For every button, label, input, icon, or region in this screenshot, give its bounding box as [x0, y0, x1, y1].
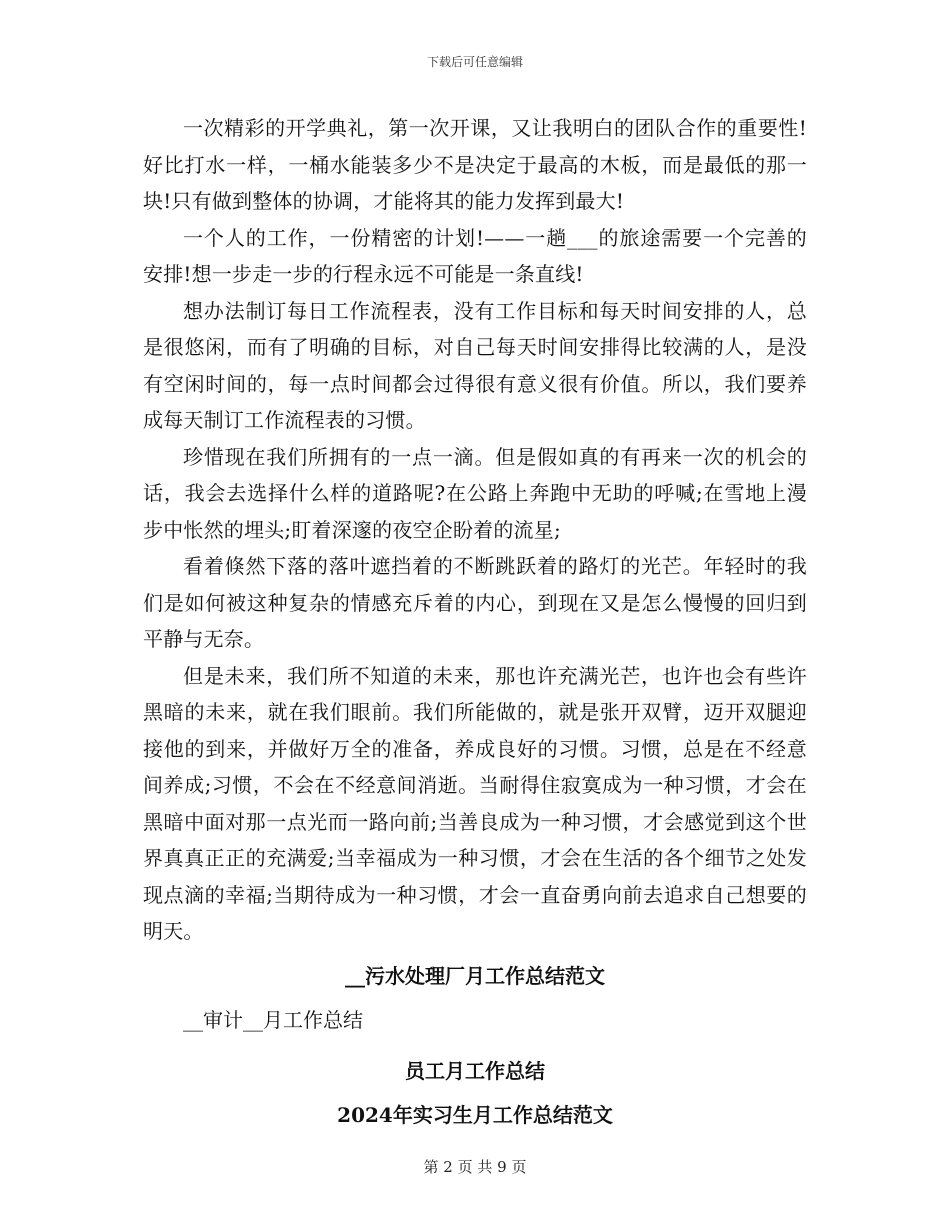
header-note: 下载后可任意编辑 — [426, 55, 523, 69]
document-body — [143, 110, 807, 1134]
section-title-sewage: __污水处理厂月工作总结范文 — [345, 963, 605, 988]
paragraph-2: 一个人的工作，一份精密的计划!——一趟___的旅途需要一个完善的安排!想一步走一步的行程永远不可能是一条直线! — [143, 225, 807, 286]
paragraph-5: 看着倏然下落的落叶遮挡着的不断跳跃着的路灯的光芒。年轻时的我们是如何被这种复杂的情感充斥着的内心，到现在又是怎么慢慢的回归到平静与无奈。 — [143, 554, 807, 651]
paragraph-6: 但是未来，我们所不知道的未来，那也许充满光芒，也许也会有些许黑暗的未来，就在我们眼前。我们所能做的，就是张开双臂，迈开双腿迎接他的到来，并做好万全的准备，养成良好的习惯。习惯，总是在不经意间养成;习惯，不会在不经意间消逝。当耐得住寂寞成为一种习惯，才会在黑暗中面对那一点光而一路向前;当善良成为一种习惯，才会感觉到这个世界真真正正的充满爱;当幸福成为一种习惯，才会在生活的各个细节之处发现点滴的幸福;当期待成为一种习惯，才会一直奋勇向前去追求自己想要的明天。 — [143, 663, 807, 943]
paragraph-4: 珍惜现在我们所拥有的一点一滴。但是假如真的有再来一次的机会的话，我会去选择什么样的道路呢?在公路上奔跑中无助的呼喊;在雪地上漫步中怅然的埋头;盯着深邃的夜空企盼着的流星; — [143, 444, 807, 542]
paragraph-3: 想办法制订每日工作流程表，没有工作目标和每天时间安排的人，总是很悠闲，而有了明确的目标，对自己每天时间安排得比较满的人，是没有空闲时间的，每一点时间都会过得很有意义很有价值。所以，我们要养成每天制订工作流程表的习惯。 — [143, 298, 807, 432]
page-number: 第 2 页 共 9 页 — [423, 1158, 527, 1176]
section-title-intern: 2024年实习生月工作总结范文 — [337, 1103, 613, 1127]
paragraph-1: 一次精彩的开学典礼，第一次开课，又让我明白的团队合作的重要性!好比打水一样，一桶水能装多少不是决定于最高的木板，而是最低的那一块!只有做到整体的协调，才能将其的能力发挥到最大! — [143, 116, 807, 213]
section-title-employee: 员工月工作总结 — [405, 1058, 545, 1083]
audit-summary-line: __审计__月工作总结 — [183, 1008, 363, 1032]
